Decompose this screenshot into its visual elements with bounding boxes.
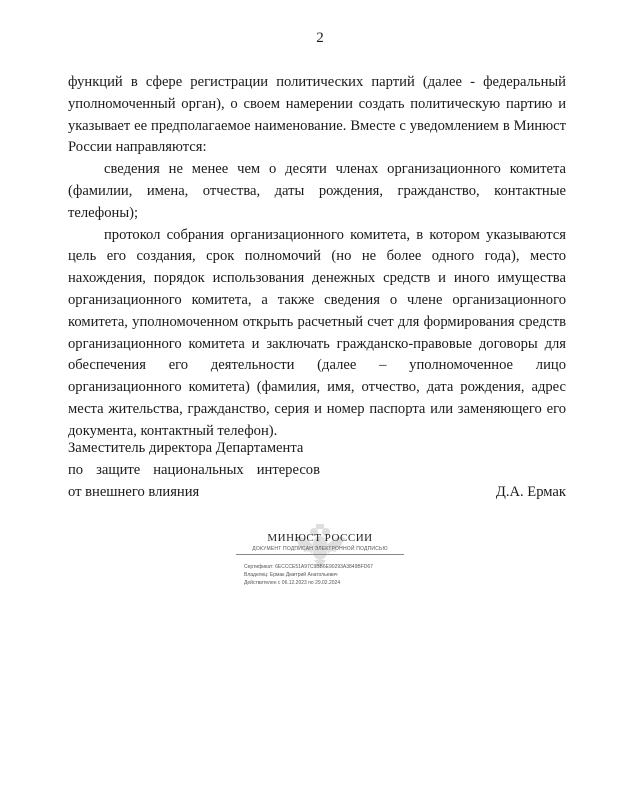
signature-block (68, 438, 566, 503)
signatory-title-line-3: от внешнего влияния (68, 483, 200, 500)
paragraph-members: сведения не менее чем о десяти членах организационного комитета (фамилии, имена, отчества, даты рождения, гражданство, контактные телефоны); (68, 161, 566, 221)
title-word: интересов (256, 461, 320, 478)
signatory-title-line-2 (68, 460, 320, 482)
stamp-validity: Действителен с 06.12.2023 по 29.02.2024 (244, 580, 341, 586)
title-word: по (68, 461, 84, 478)
paragraph-intro: функций в сфере регистрации политических партий (далее - федеральный уполномоченный орган), о своем намерении создать политическую партию и указывает ее предполагаемое наименование. Вместе с уведомлением в Минюст России направляются: (68, 74, 566, 156)
title-word: защите (96, 461, 141, 478)
page-number: 2 (316, 30, 324, 46)
title-word: национальных (153, 461, 244, 478)
eagle-emblem-icon (292, 522, 348, 568)
signatory-title-line-1: Заместитель директора Департамента (68, 440, 304, 456)
signatory-name: Д.А. Ермак (495, 483, 566, 500)
stamp-owner: Владелец: Ермак Дмитрий Анатольевич (244, 572, 338, 578)
document-body (68, 72, 566, 443)
stamp-certificate: Сертификат: 6ECCCE51A97C9BB6E90293A3849BFD67 (244, 564, 373, 570)
stamp-divider (236, 554, 404, 555)
paragraph-protocol: протокол собрания организационного комитета, в котором указываются цель его создания, срок полномочий (но не более одного года), место нахождения, порядок использования денежных средств и иного имущества организационного комитета, а также сведения о члене организационного комитета, уполномоченном открыть расчетный счет для формирования средств организационного комитета и заключать гражданско-правовые договоры для обеспечения его деятельности (далее – уполномоченное лицо организационного комитета) (фамилия, имя, отчество, дата рождения, адрес места жительства, гражданство, серия и номер паспорта или заменяющего его документа, контактный телефон). (68, 226, 566, 439)
stamp-subtitle: ДОКУМЕНТ ПОДПИСАН ЭЛЕКТРОННОЙ ПОДПИСЬЮ (252, 546, 388, 552)
stamp-org-name: МИНЮСТ РОССИИ (267, 532, 373, 544)
electronic-signature-stamp (222, 522, 418, 602)
